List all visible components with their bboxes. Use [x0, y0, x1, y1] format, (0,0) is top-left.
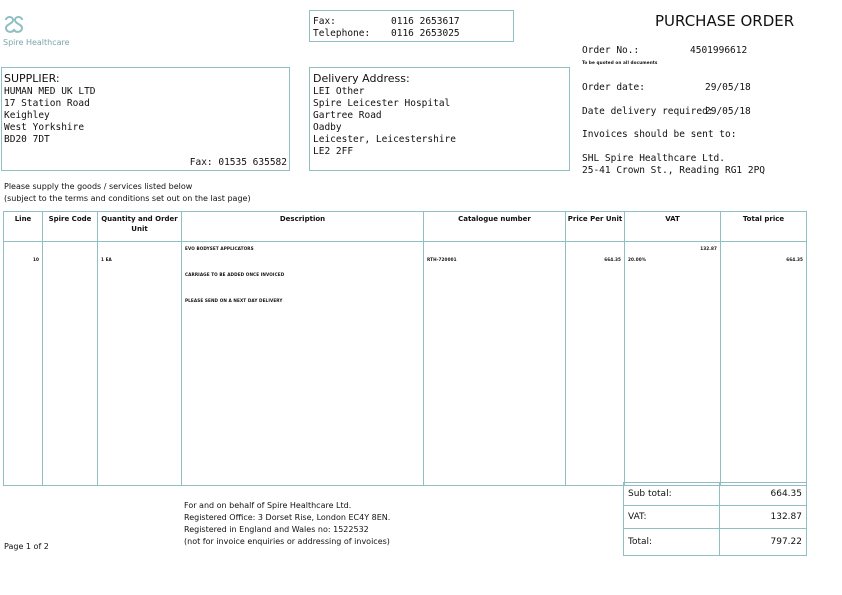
delivery-heading: Delivery Address: [313, 72, 410, 85]
subtotal-value: 664.35 [720, 483, 807, 506]
col-header-description: Description [182, 212, 424, 242]
line-items-table [3, 211, 807, 486]
delivery-line: LE2 2FF [313, 146, 354, 157]
col-header-vat: VAT [625, 212, 721, 242]
table-row [4, 242, 807, 486]
supplier-fax: Fax: 01535 635582 [189, 157, 287, 168]
row-note: PLEASE SEND ON A NEXT DAY DELIVERY [185, 298, 283, 303]
footer-line: Registered in England and Wales no: 1522532 [184, 525, 369, 534]
subtotal-row [624, 483, 807, 506]
order-date-label: Order date: [582, 82, 645, 93]
row-description: EVO BODYSET APPLICATORS [185, 246, 254, 251]
vat-value: 132.87 [720, 506, 807, 529]
row-quantity: 1 EA [101, 257, 112, 262]
delivery-line: LEI Other [313, 86, 365, 97]
spire-logo-mark-icon [3, 14, 25, 36]
delivery-line: Oadby [313, 122, 342, 133]
subtotal-label: Sub total: [624, 483, 720, 506]
order-no-value: 4501996612 [690, 45, 748, 56]
telephone-value: 0116 2653025 [391, 28, 460, 39]
page-number: Page 1 of 2 [4, 542, 49, 551]
supplier-line: 17 Station Road [4, 98, 90, 109]
row-vat-amount: 132.87 [700, 246, 717, 251]
telephone-label: Telephone: [313, 28, 371, 39]
delivery-line: Gartree Road [313, 110, 382, 121]
total-label: Total: [624, 529, 720, 556]
fax-value: 0116 2653617 [391, 16, 460, 27]
order-no-label: Order No.: [582, 45, 640, 56]
quote-note: To be quoted on all documents [582, 60, 658, 65]
supplier-line: West Yorkshire [4, 122, 85, 133]
supplier-line: Keighley [4, 110, 50, 121]
total-value: 797.22 [720, 529, 807, 556]
instructions-line-2: (subject to the terms and conditions set out on the last page) [4, 194, 251, 203]
row-price: 664.35 [604, 257, 621, 262]
delivery-required-label: Date delivery required: [582, 106, 714, 117]
col-header-price: Price Per Unit [566, 212, 625, 242]
instructions-line-1: Please supply the goods / services listed below [4, 182, 193, 191]
supplier-line: BD20 7DT [4, 134, 50, 145]
vat-row [624, 506, 807, 529]
row-line-number: 10 [32, 257, 39, 262]
spire-logo [3, 14, 70, 47]
invoices-label: Invoices should be sent to: [582, 129, 737, 140]
table-header-row [4, 212, 807, 242]
delivery-box [309, 67, 570, 171]
col-header-qty: Quantity and Order Unit [98, 212, 182, 242]
delivery-required-value: 29/05/18 [705, 106, 751, 117]
contact-box [309, 10, 514, 42]
fax-label: Fax: [313, 16, 336, 27]
totals-table [623, 482, 807, 556]
vat-label: VAT: [624, 506, 720, 529]
invoice-address-1: SHL Spire Healthcare Ltd. [582, 153, 725, 164]
delivery-line: Spire Leicester Hospital [313, 98, 451, 109]
footer-line: (not for invoice enquiries or addressing of invoices) [184, 537, 390, 546]
page-title: PURCHASE ORDER [655, 12, 795, 30]
col-header-line: Line [4, 212, 43, 242]
col-header-catalogue: Catalogue number [424, 212, 566, 242]
footer-line: For and on behalf of Spire Healthcare Ltd. [184, 501, 352, 510]
supplier-heading: SUPPLIER: [4, 72, 60, 85]
order-date-value: 29/05/18 [705, 82, 751, 93]
row-catalogue-number: RTH-720001 [427, 257, 457, 262]
delivery-line: Leicester, Leicestershire [313, 134, 456, 145]
row-note: CARRIAGE TO BE ADDED ONCE INVOICED [185, 272, 285, 277]
total-row [624, 529, 807, 556]
supplier-box [1, 67, 290, 171]
invoice-address-2: 25-41 Crown St., Reading RG1 2PQ [582, 165, 766, 176]
supplier-line: HUMAN MED UK LTD [4, 86, 96, 97]
footer-line: Registered Office: 3 Dorset Rise, London EC4Y 8EN. [184, 513, 391, 522]
row-vat-rate: 20.00% [628, 257, 647, 262]
col-header-total: Total price [721, 212, 807, 242]
row-total: 664.35 [786, 257, 803, 262]
col-header-code: Spire Code [43, 212, 98, 242]
logo-text: Spire Healthcare [3, 38, 70, 47]
